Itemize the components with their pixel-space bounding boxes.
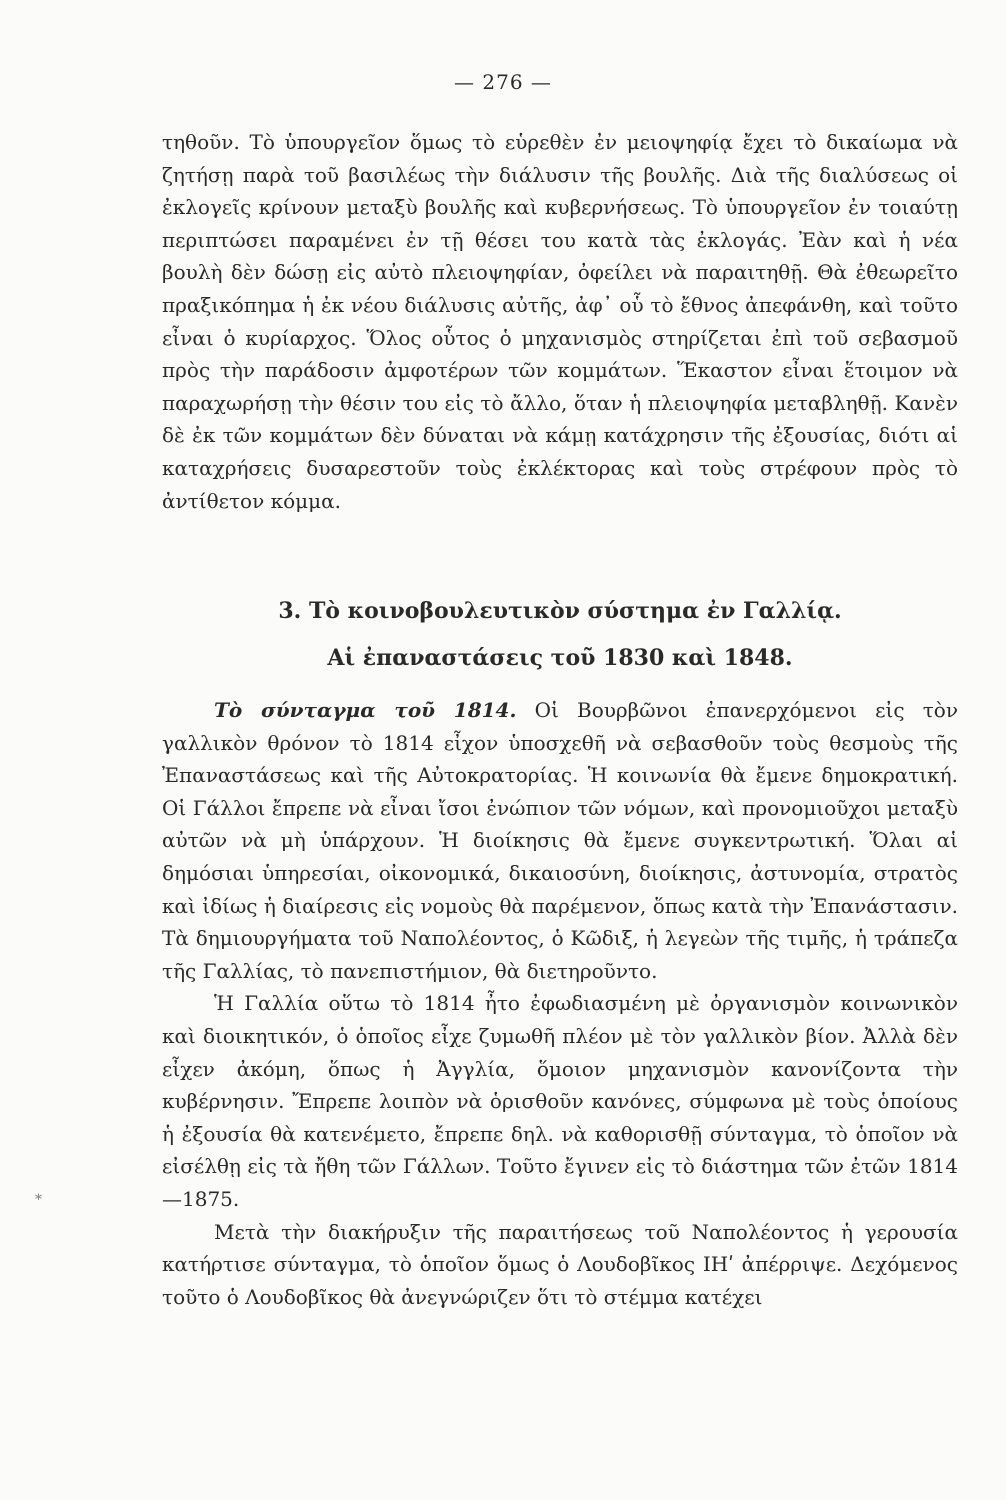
paragraph-2 xyxy=(162,694,958,987)
page-number: — 276 — xyxy=(454,70,552,94)
stray-mark: * xyxy=(35,1192,42,1208)
opening-paragraph-block xyxy=(162,126,958,517)
paragraph-2-text: Οἱ Βουρβῶνοι ἐπανερχόμενοι εἰς τὸν γαλλικὸν θρόνον τὸ 1814 εἶχον ὑποσχεθῆ νὰ σεβασθοῦν τοὺς θεσμοὺς τῆς Ἐπαναστάσεως καὶ τῆς Αὐτοκρατορίας. Ἡ κοινωνία θὰ ἔμενε δημοκρατική. Οἱ Γάλλοι ἔπρεπε νὰ εἶναι ἴσοι ἐνώπιον τῶν νόμων, καὶ προνομιοῦχοι μεταξὺ αὐτῶν νὰ μὴ ὑπάρχουν. Ἡ διοίκησις θὰ ἔμενε συγκεντρωτική. Ὅλαι αἱ δημόσιαι ὑπηρεσίαι, οἰκονομικά, δικαιοσύνη, διοίκησις, ἀστυνομία, στρατὸς καὶ ἰδίως ἡ διαίρεσις εἰς νομοὺς θὰ παρέμενον, ὅπως κατὰ τὴν Ἐπανάστασιν. Τὰ δημιουργήματα τοῦ Ναπολέοντος, ὁ Κῶδιξ, ἡ λεγεὼν τῆς τιμῆς, ἡ τράπεζα τῆς Γαλλίας, τὸ πανεπιστήμιον, θὰ διετηροῦντο. xyxy=(162,698,958,983)
section-subheading: Αἱ ἐπαναστάσεις τοῦ 1830 καὶ 1848. xyxy=(327,645,793,671)
paragraph-1: τηθοῦν. Τὸ ὑπουργεῖον ὅμως τὸ εὑρεθὲν ἐν μειοψηφίᾳ ἔχει τὸ δικαίωμα νὰ ζητήσῃ παρὰ τοῦ βασιλέως τὴν διάλυσιν τῆς βουλῆς. Διὰ τῆς διαλύσεως οἱ ἐκλογεῖς κρίνουν μεταξὺ βουλῆς καὶ κυβερνήσεως. Τὸ ὑπουργεῖον ἐν τοιαύτῃ περιπτώσει παραμένει ἐν τῇ θέσει του κατὰ τὰς ἐκλογάς. Ἐὰν καὶ ἡ νέα βουλὴ δὲν δώσῃ εἰς αὐτὸ πλειοψηφίαν, ὀφείλει νὰ παραιτηθῇ. Θὰ ἐθεωρεῖτο πραξικόπημα ἡ ἐκ νέου διάλυσις αὐτῆς, ἀφ᾽ οὗ τὸ ἔθνος ἀπεφάνθη, καὶ τοῦτο εἶναι ὁ κυρίαρχος. Ὅλος οὗτος ὁ μηχανισμὸς στηρίζεται ἐπὶ τοῦ σεβασμοῦ πρὸς τὴν παράδοσιν ἀμφοτέρων τῶν κομμάτων. Ἕκαστον εἶναι ἕτοιμον νὰ παραχωρήσῃ τὴν θέσιν του εἰς τὸ ἄλλο, ὅταν ἡ πλειοψηφία μεταβληθῇ. Κανὲν δὲ ἐκ τῶν κομμάτων δὲν δύναται νὰ κάμῃ κατάχρησιν τῆς ἐξουσίας, διότι αἱ καταχρήσεις δυσαρεστοῦν τοὺς ἐκλέκτορας καὶ τοὺς στρέφουν πρὸς τὸ ἀντίθετον κόμμα. xyxy=(162,130,958,513)
paragraph-4: Μετὰ τὴν διακήρυξιν τῆς παραιτήσεως τοῦ Ναπολέοντος ἡ γερουσία κατήρτισε σύνταγμα, τὸ ὁποῖον ὅμως ὁ Λουδοβῖκος ΙΗʹ ἀπέρριψε. Δεχόμενος τοῦτο ὁ Λουδοβῖκος θὰ ἀνεγνώριζεν ὅτι τὸ στέμμα κατέχει xyxy=(162,1219,958,1309)
runin-heading: Τὸ σύνταγμα τοῦ 1814. xyxy=(214,698,517,722)
section-heading: 3. Τὸ κοινοβουλευτικὸν σύστημα ἐν Γαλλίᾳ. xyxy=(278,598,842,624)
paragraph-3: Ἡ Γαλλία οὕτω τὸ 1814 ἦτο ἐφωδιασμένη μὲ ὀργανισμὸν κοινωνικὸν καὶ διοικητικόν, ὁ ὁποῖος εἶχε ζυμωθῆ πλέον μὲ τὸν γαλλικὸν βίον. Ἀλλὰ δὲν εἶχεν ἀκόμη, ὅπως ἡ Ἀγγλία, ὅμοιον μηχανισμὸν κανονίζοντα τὴν κυβέρνησιν. Ἔπρεπε λοιπὸν νὰ ὁρισθοῦν κανόνες, σύμφωνα μὲ τοὺς ὁποίους ἡ ἐξουσία θὰ κατενέμετο, ἔπρεπε δηλ. νὰ καθορισθῇ σύνταγμα, τὸ ὁποῖον νὰ εἰσέλθῃ εἰς τὰ ἤθη τῶν Γάλλων. Τοῦτο ἔγινεν εἰς τὸ διάστημα τῶν ἐτῶν 1814—1875. xyxy=(162,991,958,1211)
body-text-block xyxy=(162,694,958,1313)
